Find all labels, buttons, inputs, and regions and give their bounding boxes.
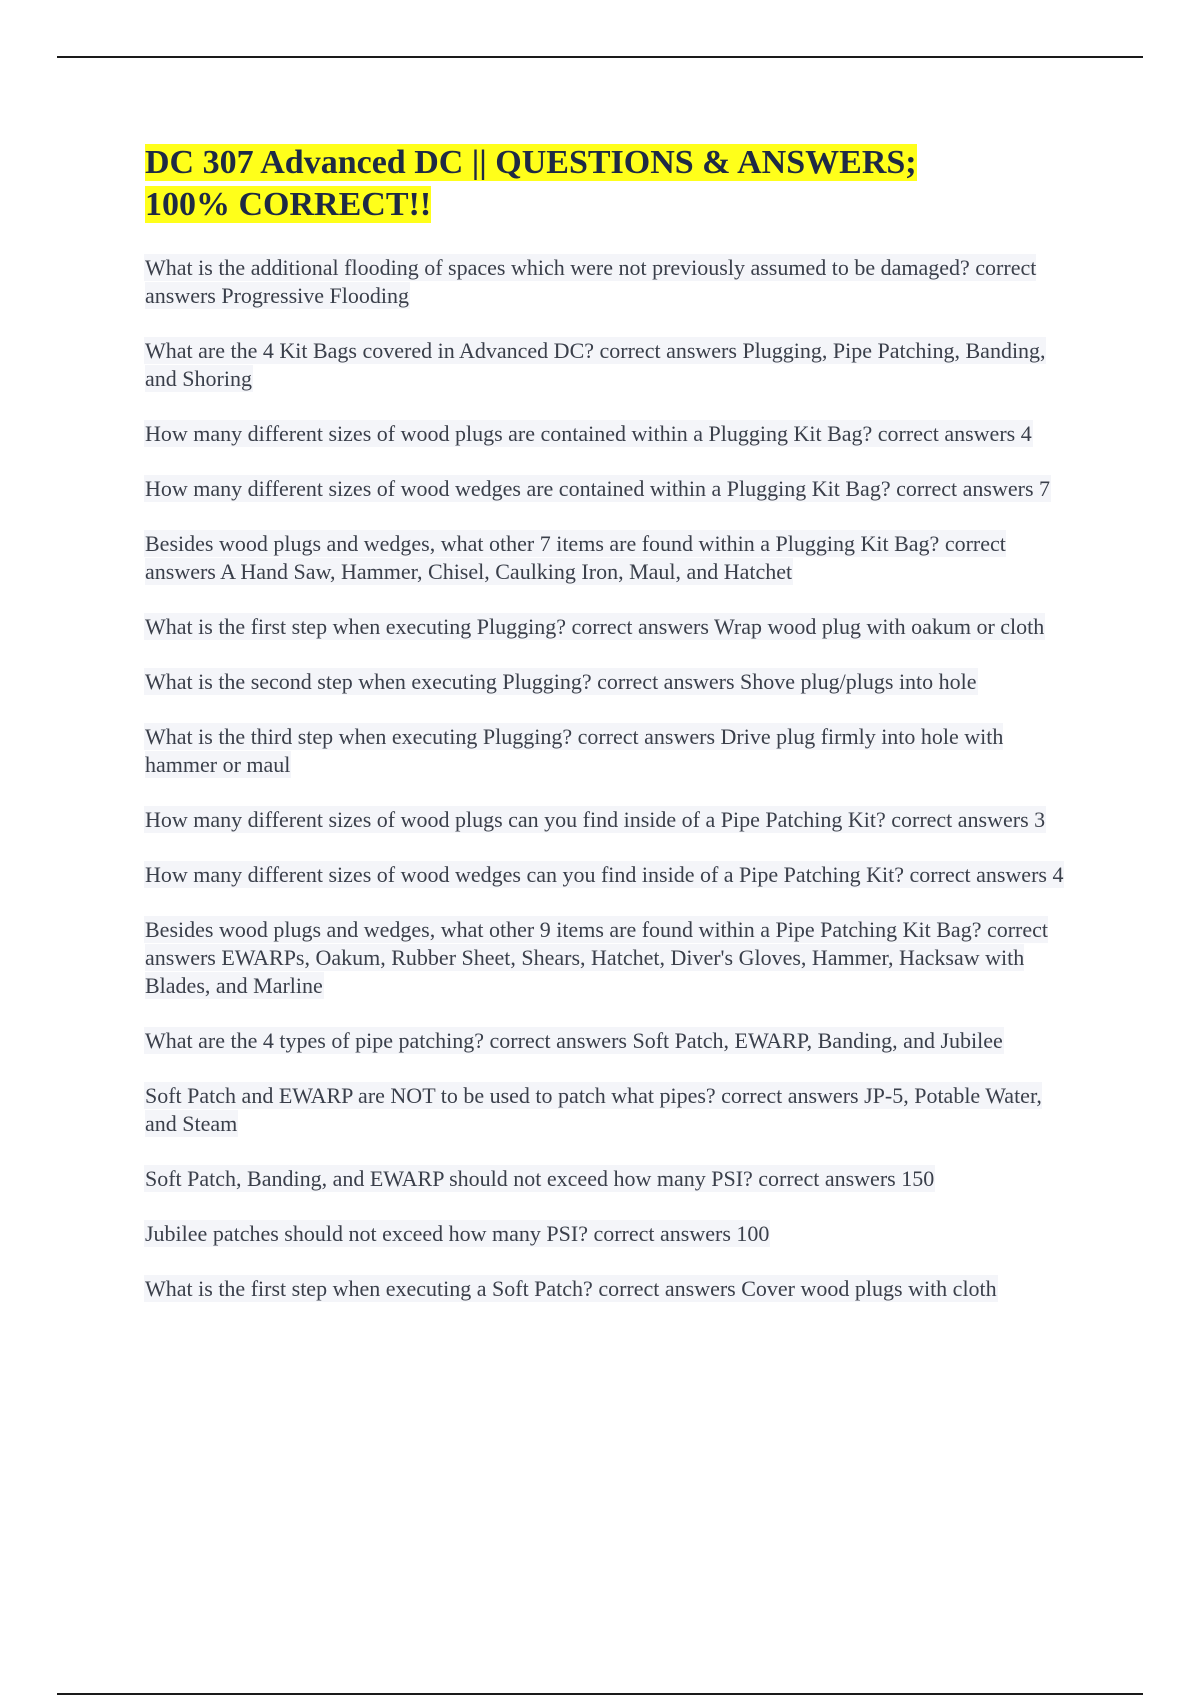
qa-text: What is the third step when executing Plugging? correct answers Drive plug firmly into hole with hammer or maul xyxy=(145,724,1004,777)
qa-item xyxy=(145,613,1065,641)
qa-item xyxy=(145,1275,1065,1303)
qa-text: How many different sizes of wood wedges are contained within a Plugging Kit Bag? correct answers 7 xyxy=(145,476,1051,501)
qa-item xyxy=(145,475,1065,503)
qa-item xyxy=(145,723,1065,779)
qa-text: Besides wood plugs and wedges, what other 9 items are found within a Pipe Patching Kit Bag? correct answers EWARPs, Oakum, Rubber Sheet, Shears, Hatchet, Diver's Gloves, Hammer, Hacksaw with Blades, and Marline xyxy=(145,917,1049,998)
qa-item xyxy=(145,420,1065,448)
qa-item xyxy=(145,861,1065,889)
qa-item xyxy=(145,337,1065,393)
qa-item xyxy=(145,806,1065,834)
qa-text: How many different sizes of wood wedges can you find inside of a Pipe Patching Kit? correct answers 4 xyxy=(145,862,1064,887)
qa-text: What are the 4 types of pipe patching? correct answers Soft Patch, EWARP, Banding, and Jubilee xyxy=(145,1028,1003,1053)
qa-text: Soft Patch, Banding, and EWARP should not exceed how many PSI? correct answers 150 xyxy=(145,1166,935,1191)
qa-text: Besides wood plugs and wedges, what other 7 items are found within a Plugging Kit Bag? correct answers A Hand Saw, Hammer, Chisel, Caulking Iron, Maul, and Hatchet xyxy=(145,531,1006,584)
qa-item xyxy=(145,530,1065,586)
title-line-1: DC 307 Advanced DC || QUESTIONS & ANSWERS; xyxy=(145,144,917,181)
qa-text: How many different sizes of wood plugs are contained within a Plugging Kit Bag? correct answers 4 xyxy=(145,421,1032,446)
qa-text: What is the second step when executing Plugging? correct answers Shove plug/plugs into hole xyxy=(145,669,977,694)
qa-text: Soft Patch and EWARP are NOT to be used to patch what pipes? correct answers JP-5, Potable Water, and Steam xyxy=(145,1083,1042,1136)
qa-text: What are the 4 Kit Bags covered in Advanced DC? correct answers Plugging, Pipe Patching, Banding, and Shoring xyxy=(145,338,1046,391)
qa-item xyxy=(145,1027,1065,1055)
qa-text: How many different sizes of wood plugs can you find inside of a Pipe Patching Kit? correct answers 3 xyxy=(145,807,1046,832)
qa-item xyxy=(145,916,1065,1000)
document-body xyxy=(145,142,1065,1330)
qa-list xyxy=(145,254,1065,1303)
qa-item xyxy=(145,1165,1065,1193)
qa-item xyxy=(145,1220,1065,1248)
document-title xyxy=(145,142,1065,226)
qa-text: What is the first step when executing a Soft Patch? correct answers Cover wood plugs with cloth xyxy=(145,1276,997,1301)
qa-item xyxy=(145,1082,1065,1138)
qa-text: Jubilee patches should not exceed how many PSI? correct answers 100 xyxy=(145,1221,770,1246)
qa-text: What is the additional flooding of spaces which were not previously assumed to be damaged? correct answers Progressive Flooding xyxy=(145,255,1037,308)
qa-text: What is the first step when executing Plugging? correct answers Wrap wood plug with oakum or cloth xyxy=(145,614,1045,639)
qa-item xyxy=(145,668,1065,696)
qa-item xyxy=(145,254,1065,310)
header-rule xyxy=(57,56,1143,58)
title-line-2: 100% CORRECT!! xyxy=(145,186,432,223)
footer-rule xyxy=(57,1693,1143,1695)
